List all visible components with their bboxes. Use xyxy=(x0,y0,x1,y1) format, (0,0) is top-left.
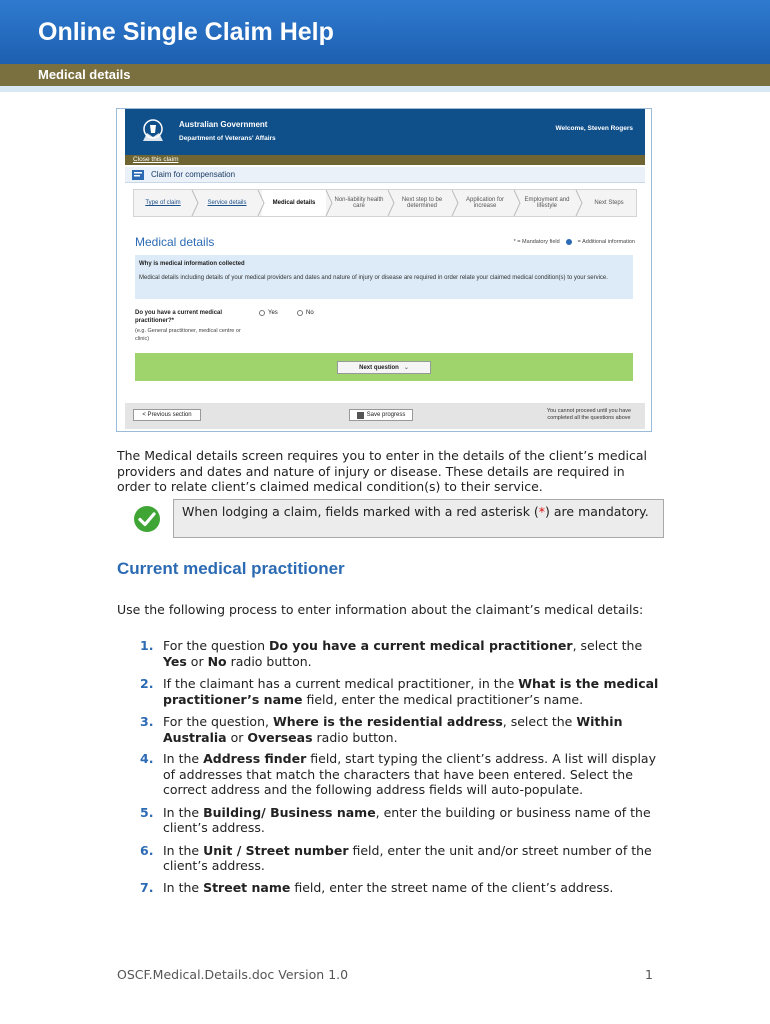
step-text: In the xyxy=(163,751,204,766)
save-progress-button[interactable] xyxy=(349,409,413,421)
question-hint: (e.g. General practitioner, medical centre or clinic) xyxy=(135,328,241,342)
step-chevron-icon xyxy=(513,190,521,216)
step-number: 1. xyxy=(140,638,154,653)
question-label: Do you have a current medical practitioner?* xyxy=(135,310,223,324)
step-bold-text: Building/ Business name xyxy=(203,804,376,820)
step-bold-text: Street name xyxy=(203,879,291,895)
step-non-liability-health-care: Non-liability health care xyxy=(334,196,384,209)
note-text-before: When lodging a claim, fields marked with a red asterisk ( xyxy=(182,504,539,519)
step-number: 4. xyxy=(140,751,154,766)
close-claim-link[interactable]: Close this claim xyxy=(133,156,179,163)
welcome-text: Welcome, Steven Rogers xyxy=(555,125,633,132)
coat-of-arms-icon xyxy=(137,115,169,147)
step-bold-text: Where is the residential address xyxy=(272,714,503,729)
step-chevron-icon xyxy=(191,190,199,216)
gov-banner xyxy=(125,109,645,155)
legend-mandatory: * = Mandatory field xyxy=(513,239,560,245)
info-heading: Why is medical information collected xyxy=(139,261,245,267)
next-question-button[interactable] xyxy=(337,361,431,374)
previous-section-button[interactable]: < Previous section xyxy=(133,409,201,421)
footer-doc-name: OSCF.Medical.Details.doc Version 1.0 xyxy=(117,967,349,982)
step-application-for-increase: Application for increase xyxy=(465,196,505,209)
step-bold-text: Yes xyxy=(163,653,187,669)
next-question-label: Next question xyxy=(359,364,399,371)
step-text: radio button. xyxy=(226,653,312,669)
olive-strip xyxy=(125,155,645,165)
step-text: , select the xyxy=(572,638,643,653)
instruction-step xyxy=(140,805,660,836)
step-next-step: Next step to be determined xyxy=(401,196,443,209)
save-progress-label: Save progress xyxy=(366,412,406,418)
radio-no[interactable] xyxy=(297,310,314,316)
instruction-step xyxy=(140,843,660,874)
step-text: or xyxy=(226,729,248,745)
document-title: Online Single Claim Help xyxy=(38,18,334,46)
step-text: , select the xyxy=(502,714,577,729)
step-chevron-icon xyxy=(451,190,459,216)
radio-circle-icon[interactable] xyxy=(297,310,303,316)
step-text: In the xyxy=(163,842,204,858)
step-next-steps: Next Steps xyxy=(594,199,624,206)
step-text: field, enter the medical practitioner’s name. xyxy=(302,691,584,707)
screenshot-footer xyxy=(125,403,645,429)
intro-paragraph: The Medical details screen requires you to enter in the details of the client’s medical providers and dates and nature of injury or disease. These details are required in order to relate client’s claimed medical condition(s) to their service. xyxy=(117,448,647,494)
step-text: In the xyxy=(163,879,204,895)
instruction-step xyxy=(140,714,660,745)
radio-yes-label: Yes xyxy=(268,310,278,316)
step-bold-text: Overseas xyxy=(247,729,313,745)
step-number: 2. xyxy=(140,676,154,691)
info-dot-icon xyxy=(566,239,572,245)
step-text: If the claimant has a current medical practitioner, in the xyxy=(163,676,519,691)
section-title: Medical details xyxy=(38,67,131,82)
step-bold-text: Do you have a current medical practitioner xyxy=(268,638,573,653)
step-bold-text: Address finder xyxy=(203,751,307,766)
government-name: Australian Government xyxy=(179,120,268,129)
radio-yes[interactable] xyxy=(259,310,278,316)
info-panel xyxy=(135,255,633,299)
info-text: Medical details including details of your medical providers and dates and nature of injury or disease are required in order relate your claimed medical condition(s) to your service. xyxy=(139,275,608,281)
document-header xyxy=(0,0,770,64)
instruction-step xyxy=(140,638,660,669)
step-number: 7. xyxy=(140,879,154,895)
step-bold-text: Unit / Street number xyxy=(203,842,349,858)
step-chevron-icon xyxy=(325,190,333,216)
claim-title-bar xyxy=(125,167,645,183)
mandatory-note xyxy=(173,499,664,538)
step-bold-text: What is the medical practitioner’s name xyxy=(163,676,659,707)
step-chevron-icon xyxy=(575,190,583,216)
step-text: or xyxy=(186,653,208,669)
medical-details-heading: Medical details xyxy=(135,235,215,249)
red-asterisk: * xyxy=(538,504,546,519)
action-bar xyxy=(135,353,633,381)
step-number: 6. xyxy=(140,842,154,858)
progress-steps xyxy=(133,189,637,217)
step-bold-text: No xyxy=(207,653,227,669)
step-text: For the question, xyxy=(163,714,273,729)
note-text-after: ) are mandatory. xyxy=(545,504,649,519)
proceed-note: You cannot proceed until you have completed all the questions above xyxy=(546,408,632,421)
radio-circle-icon[interactable] xyxy=(259,310,265,316)
section-divider xyxy=(0,86,770,92)
document-icon xyxy=(131,169,145,181)
step-number: 5. xyxy=(140,804,154,820)
step-text: , enter the building or business name of the client’s address. xyxy=(163,804,651,835)
instruction-step xyxy=(140,751,660,798)
footer-page-number: 1 xyxy=(645,967,653,982)
chevron-down-icon: ⌄ xyxy=(403,365,409,371)
step-bold-text: Within Australia xyxy=(163,714,623,745)
step-text: For the question xyxy=(163,638,269,653)
step-chevron-icon xyxy=(387,190,395,216)
legend-additional: = Additional information xyxy=(577,239,635,245)
step-service-details[interactable]: Service details xyxy=(207,199,247,206)
instruction-steps xyxy=(140,638,660,895)
save-disk-icon xyxy=(357,412,364,419)
step-type-of-claim[interactable]: Type of claim xyxy=(145,199,181,206)
radio-no-label: No xyxy=(306,310,314,316)
instruction-step xyxy=(140,676,660,707)
instruction-step xyxy=(140,880,660,896)
step-text: field, start typing the client’s address. A list will display of addresses that match the characters that have been entered. Select the correct address and the following address fields will auto-populate. xyxy=(163,751,656,797)
field-legend xyxy=(514,239,635,245)
step-medical-details: Medical details xyxy=(262,190,326,216)
step-text: radio button. xyxy=(312,729,398,745)
claim-title: Claim for compensation xyxy=(151,170,236,179)
step-text: field, enter the unit and/or street number of the client’s address. xyxy=(163,842,652,873)
checkmark-icon xyxy=(133,505,161,533)
step-employment-and-lifestyle: Employment and lifestyle xyxy=(524,196,570,209)
department-name: Department of Veterans' Affairs xyxy=(179,135,276,142)
step-text: field, enter the street name of the client’s address. xyxy=(290,879,614,895)
embedded-screenshot xyxy=(116,108,652,432)
step-chevron-icon xyxy=(257,190,265,216)
lead-paragraph: Use the following process to enter information about the claimant’s medical details: xyxy=(117,602,644,617)
section-heading: Current medical practitioner xyxy=(117,559,345,578)
section-bar xyxy=(0,64,770,86)
step-number: 3. xyxy=(140,714,154,729)
step-text: In the xyxy=(163,804,204,820)
